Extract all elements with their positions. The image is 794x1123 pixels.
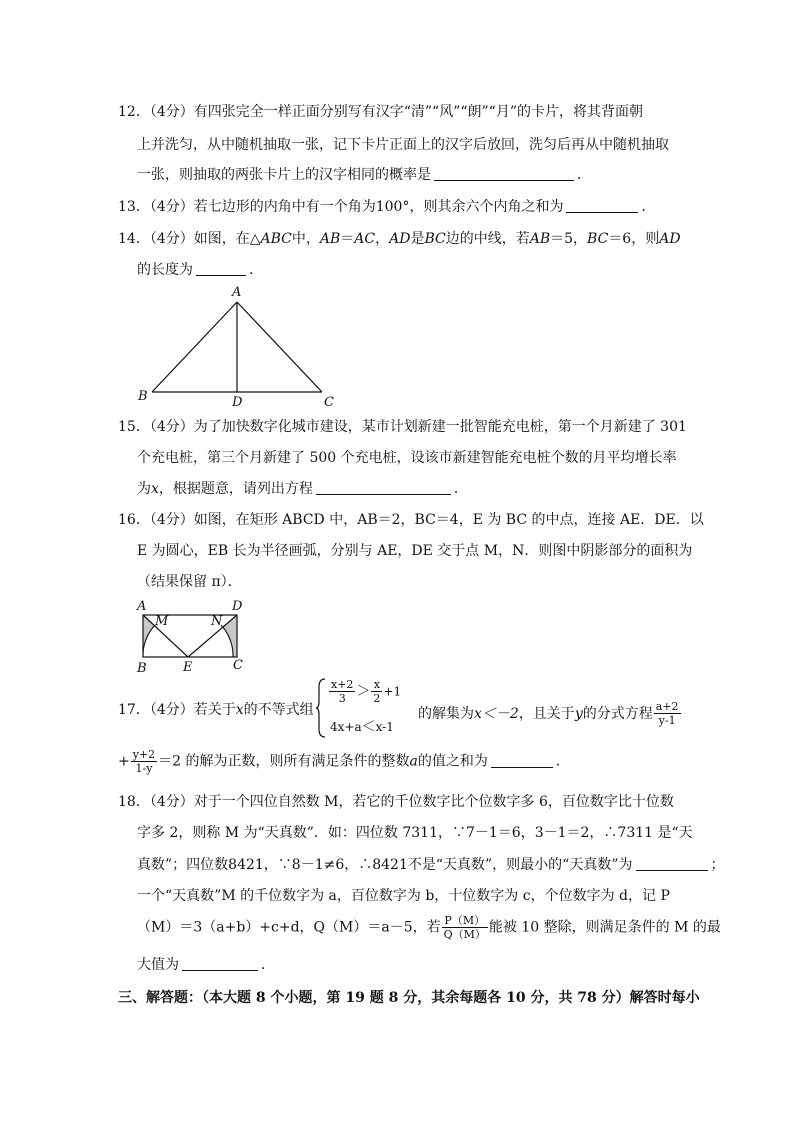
q15-text: 为 [137,481,151,497]
q15-line2: 个充电桩，第三个月新建了 500 个充电桩，设该市新建智能充电桩个数的月平均增长率 [137,450,677,466]
q16-line2: E 为圆心，EB 长为半径画弧，分别与 AE，DE 交于点 M，N．则图中阴影部分的面积为 [137,543,693,559]
q17-line2 [118,748,570,775]
answer-blank [434,166,574,181]
label-a: A [137,599,147,614]
q14-text: 边的中线，若 [445,231,530,247]
frac-num: x [371,678,382,692]
answer-blank [196,261,246,276]
q18-text: 大值为 [137,957,179,973]
q12-line3 [137,165,591,185]
q14-var: AB [319,231,341,247]
ineq-right: x-1 [375,720,394,734]
q14-end: ． [249,262,263,278]
q17-text: 的值之和为 [417,753,488,770]
frac-num: a+2 [655,700,679,713]
frac-num: P（M） [442,914,488,928]
ineq-op: ＞ [356,683,371,700]
q14-text: 14．（4分）如图，在△ [118,231,261,247]
q13-text: 13．（4分）若七边形的内角中有一个角为100°，则其余六个内角之和为 [118,199,564,215]
q15-var: x [151,481,159,497]
q14-line2 [137,260,263,280]
q12-line1: 12．（4分）有四张完全一样正面分别写有汉字“清”“风”“朗”“月”的卡片，将其背面朝 [118,104,643,120]
inequality-1 [328,678,401,705]
q14-line1 [118,229,681,249]
label-c: C [233,658,243,673]
q18-end: ． [261,957,275,973]
frac-den: 2 [373,692,381,705]
q18-text: 真数”；四位数8421，∵8－1≠6，∴8421不是“天真数”，则最小的“天真数”为 [137,857,633,873]
ineq-left: 4x+a [330,720,362,734]
q14-text: ＝ [340,231,355,247]
q15-line1: 15．（4分）为了加快数字化城市建设，某市计划新建一批智能充电桩，第一个月新建了 301 [118,419,687,435]
q14-text: 的长度为 [137,262,193,278]
q14-var: AD [389,231,411,247]
q18-line4: 一个“天真数”M 的千位数字为 a，百位数字为 b，十位数字为 c，个位数字为 d，记 P [137,888,670,904]
label-b: B [137,661,147,675]
q18-text: 能被 10 整除，则满足条件的 M 的最 [488,919,721,936]
q18-line5 [137,914,721,941]
q17-var: x [235,702,244,718]
answer-blank [316,480,451,495]
side-ab [152,302,237,392]
q14-text: 中， [291,231,320,247]
q17-solution: x＜－2 [474,706,519,722]
q13-end: ． [641,199,656,215]
q14-text: ， [375,231,390,247]
q12-line2: 上并洗匀，从中随机抽取一张，记下卡片正面上的汉字后放回，洗匀后再从中随机抽取 [137,137,669,153]
frac-num: x+2 [331,678,354,691]
q14-var: ABC [260,231,292,247]
q17-text: 的分式方程 [582,706,653,722]
ineq-op: ＜ [361,719,376,735]
ineq-tail: +1 [383,684,402,699]
q18-line3 [137,855,725,875]
q17-line1-right [418,700,682,727]
q15-text: ，根据题意，请列出方程 [158,481,313,497]
frac-den: Q（M） [443,928,486,941]
q18-line2: 字多 2，则称 M 为“天真数”．如：四位数 7311，∵7－1＝6，3－1＝2，∴7311 是“天 [137,825,693,841]
label-d: D [232,395,243,407]
q14-var: AC [354,231,376,247]
q16-line1: 16．（4分）如图，在矩形 ABCD 中，AB＝2，BC＝4，E 为 BC 的中点，连接 AE．DE．以 [118,512,704,528]
q17-text: 的不等式组 [243,702,314,718]
q17-text: 17．（4分）若关于 [118,702,236,718]
q17-text: ＝2 的解为正数，则所有满足条件的整数 [158,753,410,770]
q14-text: ＝5， [550,231,588,247]
side-ac [237,302,322,392]
q18-line6 [137,955,275,975]
frac-den: y-1 [658,714,676,727]
q17-text: 的解集为 [418,706,474,722]
q13-line [118,197,655,217]
q17-var: a [409,753,418,770]
q14-var: BC [424,231,446,247]
answer-blank [636,856,708,871]
label-e: E [183,660,193,675]
label-a: A [232,285,242,300]
q12-line3-text: 一张，则抽取的两张卡片上的汉字相同的概率是 [137,167,431,183]
q14-var: AD [659,231,681,247]
q18-text: ； [710,857,725,873]
q15-line3 [137,479,468,499]
q17-end: ． [555,753,570,770]
label-n: N [211,614,223,629]
q17-var: y [574,706,583,722]
q14-var: BC [587,231,609,247]
q14-text: 是 [410,231,425,247]
triangle-figure [132,282,342,407]
frac-num: y+2 [132,748,156,761]
label-c: C [324,395,334,407]
answer-blank [566,198,638,213]
q16-line3: （结果保留 π）． [137,574,242,590]
frac-den: 3 [338,692,346,705]
q14-var: AB [529,231,551,247]
label-d: D [232,599,243,614]
q15-end: ． [453,481,468,497]
answer-blank [182,956,258,971]
rectangle-figure [133,597,253,675]
q12-end: ． [577,167,591,183]
q18-text: （M）＝3（a+b）+c+d，Q（M）＝a－5，若 [137,919,441,936]
frac-den: 1-y [135,762,153,775]
system-brace [315,677,327,739]
q14-text: ＝6，则 [608,231,660,247]
q17-text: + [118,753,130,770]
label-m: M [155,614,169,629]
section-three-heading: 三、解答题：（本大题 8 个小题，第 19 题 8 分，其余每题各 10 分，共 78 分）解答时每小 [118,990,700,1006]
answer-blank [491,753,553,768]
inequality-2 [330,718,394,736]
q18-line1: 18．（4分）对于一个四位自然数 M，若它的千位数字比个位数字多 6，百位数字比十位数 [118,794,674,810]
label-b: B [138,389,148,404]
q17-line1-left [118,700,314,720]
q17-text: ，且关于 [518,706,575,722]
